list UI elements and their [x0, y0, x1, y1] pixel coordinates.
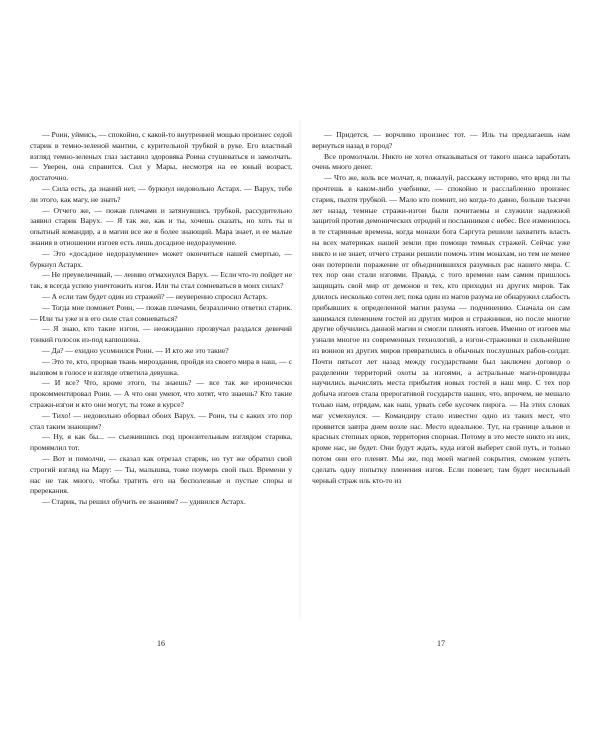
paragraph: — Отчего же, — пожав плечами и затянувшись трубкой, рассудительно заявил старик Варух. — Я так же, как и ты, хочешь сказать, но хоть ты и опытный командир, а в магии все же я более знающий. Мара знает, и ее малые знания в отношении изгоев есть лишь досадное недоразумение. [30, 205, 292, 247]
paragraph: — И все? Что, кроме этого, ты знаешь? — все так же иронически прокомментировал Роин. — А что они умеют, что хотят, что знаешь? Кто такие стражи-изгои и кто они могут, ты тоже в курсе? [30, 378, 292, 409]
paragraph: — Роин, уймись, — спокойно, с какой-то внутренней мощью произнес седой старик в темно-зеленой мантии, с курительной трубкой в руке. Его властный взгляд темно-зеленых глаз заставил здоровяка Роина стушеваться и замолчать. — Уверен, она справится. Сил у Мары, несмотря на ее юный возраст, достаточно. [30, 130, 292, 183]
paragraph: — А если там будет один из стражей? — неуверенно спросил Астарх. [42, 291, 268, 301]
paragraph: Все промолчали. Никто не хотел отказываться от такого шанса заработать очень много денег. [312, 151, 570, 172]
paragraph: — Я знаю, кто такие изгои, — неожиданно прозвучал раздался девичий тонкий голосок из-под капюшона. [30, 324, 292, 345]
paragraph: — Ну, я как бы... — съежившись под пронзительным взглядом старика, промямлил тот. [30, 432, 292, 453]
right-page [312, 130, 570, 648]
paragraph: — Старик, ты решил обучить ее знаниям? — удивился Астарх. [42, 497, 246, 507]
right-page-text [312, 130, 570, 486]
left-page [30, 130, 292, 648]
paragraph: — Это те, кто, прорвав ткань мироздания, пройдя из своего мира в наш, — с вызовом в голосе и взгляде ответила девушка. [30, 356, 292, 377]
page-number-left: 16 [157, 639, 165, 648]
paragraph: — Сила есть, да знаний нет, — буркнул недовольно Астарх. — Варух, тебе ли этого, как магу, не знать? [30, 183, 292, 204]
paragraph: — Не преувеличивай, — лениво отмахнулся Варух. — Если что-то пойдет не так, я всегда успею уничтожить изгоя. Или ты стал сомневаться в моих силах? [30, 270, 292, 291]
paragraph: — Придется, — ворчливо произнес тот. — Иль ты предлагаешь нам вернуться назад в город? [312, 130, 570, 150]
paragraph: — Тогда мне поможет Роин, — пожав плечами, безразлично ответил старик. — Или ты уже и в его силе стал сомневаться? [30, 302, 292, 323]
paragraph: — Это «досадное недоразумение» может окончиться нашей смертью, — буркнул Астарх. [30, 248, 292, 269]
paragraph: — Да? — ехидно усомнился Роин. — И кто же это такие? [42, 345, 229, 355]
paragraph: — Что же, коль все молчат, я, пожалуй, расскажу историю, что вряд ли ты прочтешь в каком-либо учебнике, — спокойно и расслабленно произнес старик, пыхтя трубкой. — Мало кто помнит, но когда-то давно, больше тысячи лет назад, темные стражи-изгои были почитаемы и служили надежной защитой против демонических отродий и посланников с небес. Все изменилось в те старинные времена, когда монахи бога Саргута решили захватить власть на всех материках нашей земли при помощи темных стражей. Сейчас уже никто и не знает, отчего стражи решили помочь этим монахам, но тем не менее они потерпели поражение от объединившихся разумных рас нашего мира. С тех пор они стали изгоями. Правда, с того времени нам самим пришлось защищать свой мир от демонов и тех, кто приходил из других миров. Так длилось несколько сотен лет, пока один из магов разума не обнаружил слабость прибывших к определенной магии разума — подчинению. Сначала он сам занимался пленением гостей из других миров и стражников, но после многие другие обучились данной магии и смогли пленять изгоев. Именно от изгоев мы узнали многое из современных технологий, а изгои-стражники и сильнейшие из воинов из других миров превратились в обычных послушных рабов-солдат. Почти пятьсот лет назад между государствами был заключен договор о разделении территорий охоты за изгоями, а астральные маги-провидцы научились вычислять места прибытия новых гостей в наш мир. С тех пор добыча изгоев стала прерогативой государств наших, что, впрочем, не мешало только нам, отрядам, как наш, урвать себе кусочек пирога. — На этих словах маг усмехнулся. — Командиру стало известно одно из таких мест, что проявится завтра днем возле нас. Место идеальное. Тут, на границе альвов и красных степных орков, территория спорная. Потому в это месте никто из них, кроме нас, не будет. Они будут ждать, куда изгой выберет свой путь, и только потом они его пленят. Мы же, под моей магией сокрытия, сможем успеть сделать одну попытку пленения изгоя. Если повезет, там будет несильный черный страж иль кто-то из [312, 173, 570, 485]
left-page-text [30, 130, 292, 508]
page-number-right: 17 [437, 639, 445, 648]
book-gutter [298, 120, 302, 620]
paragraph: — Вот и помолчи, — сказал как отрезал старик, но тут же обратил свой строгий взгляд на Мару: — Ты, малышка, тоже поумерь свой пыл. Времени у нас не так много, чтобы тратить его на бесполезные и пустые споры и пререкания. [30, 453, 292, 496]
paragraph: — Тихо! — недовольно оборвал обоих Варух. — Роин, ты с каких это пор стал таким знающим? [30, 410, 292, 431]
